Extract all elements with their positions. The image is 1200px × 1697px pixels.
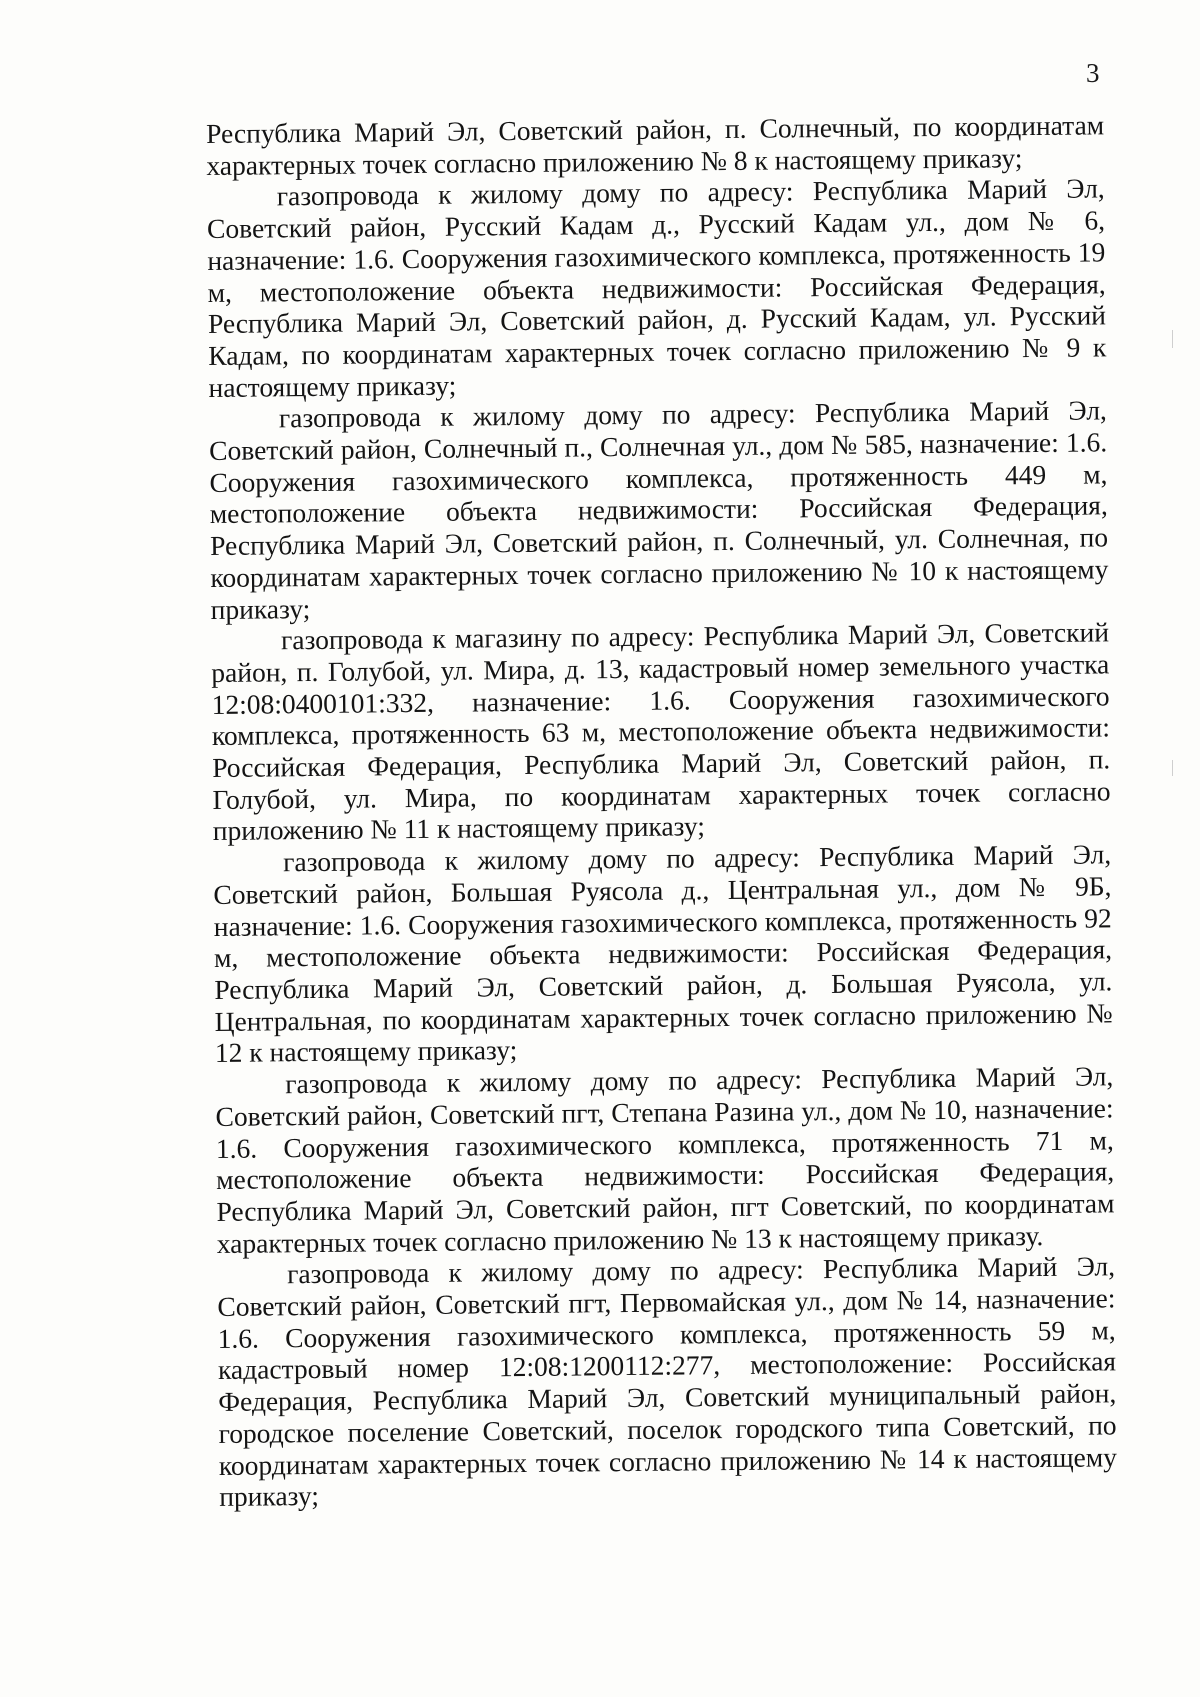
document-body <box>206 109 1117 1512</box>
page-number: 3 <box>1086 58 1100 88</box>
paragraph-gas-pipeline-pervomayskaya: газопровода к жилому дому по адресу: Республика Марий Эл, Советский район, Советский пгт, Первомайская ул., дом № 14, назначение: 1.6. Сооружения газохимического комплекса, протяженность 59 м, кадастровый номер 12:08:1200112:277, местоположение: Российская Федерация, Республика Марий Эл, Советский муниципальный район, городское поселение Советский, поселок городского типа Советский, по координатам характерных точек согласно приложению № 14 к настоящему приказу; <box>217 1250 1118 1513</box>
scan-margin-mark <box>1172 760 1173 776</box>
paragraph-gas-pipeline-goluboy-shop: газопровода к магазину по адресу: Республика Марий Эл, Советский район, п. Голубой, ул. Мира, д. 13, кадастровый номер земельного участка 12:08:0400101:332, назначение: 1.6. Сооружения газохимического комплекса, протяженность 63 м, местоположение объекта недвижимости: Российская Федерация, Республика Марий Эл, Советский район, п. Голубой, ул. Мира, по координатам характерных точек согласно приложению № 11 к настоящему приказу; <box>211 616 1111 847</box>
paragraph-gas-pipeline-bolshaya-ruyasola: газопровода к жилому дому по адресу: Республика Марий Эл, Советский район, Большая Руясола д., Центральная ул., дом № 9Б, назначение: 1.6. Сооружения газохимического комплекса, протяженность 92 м, местоположение объекта недвижимости: Российская Федерация, Республика Марий Эл, Советский район, д. Большая Руясола, ул. Центральная, по координатам характерных точек согласно приложению № 12 к настоящему приказу; <box>213 838 1113 1069</box>
paragraph-gas-pipeline-solnechny: газопровода к жилому дому по адресу: Республика Марий Эл, Советский район, Солнечный п., Солнечная ул., дом № 585, назначение: 1.6. Сооружения газохимического комплекса, протяженность 449 м, местоположение объекта недвижимости: Российская Федерация, Республика Марий Эл, Советский район, п. Солнечный, ул. Солнечная, по координатам характерных точек согласно приложению № 10 к настоящему приказу; <box>209 394 1109 625</box>
paragraph-gas-pipeline-stepana-razina: газопровода к жилому дому по адресу: Республика Марий Эл, Советский район, Советский пгт, Степана Разина ул., дом № 10, назначение: 1.6. Сооружения газохимического комплекса, протяженность 71 м, местоположение объекта недвижимости: Российская Федерация, Республика Марий Эл, Советский район, пгт Советский, по координатам характерных точек согласно приложению № 13 к настоящему приказу. <box>215 1060 1115 1259</box>
paragraph-continuation: Республика Марий Эл, Советский район, п. Солнечный, по координатам характерных точек согласно приложению № 8 к настоящему приказу; <box>206 109 1105 181</box>
paragraph-gas-pipeline-russkiy-kadam: газопровода к жилому дому по адресу: Республика Марий Эл, Советский район, Русский Кадам д., Русский Кадам ул., дом № 6, назначение: 1.6. Сооружения газохимического комплекса, протяженность 19 м, местоположение объекта недвижимости: Российская Федерация, Республика Марий Эл, Советский район, д. Русский Кадам, ул. Русский Кадам, по координатам характерных точек согласно приложению № 9 к настоящему приказу; <box>206 172 1107 403</box>
scan-margin-mark <box>1172 330 1173 348</box>
